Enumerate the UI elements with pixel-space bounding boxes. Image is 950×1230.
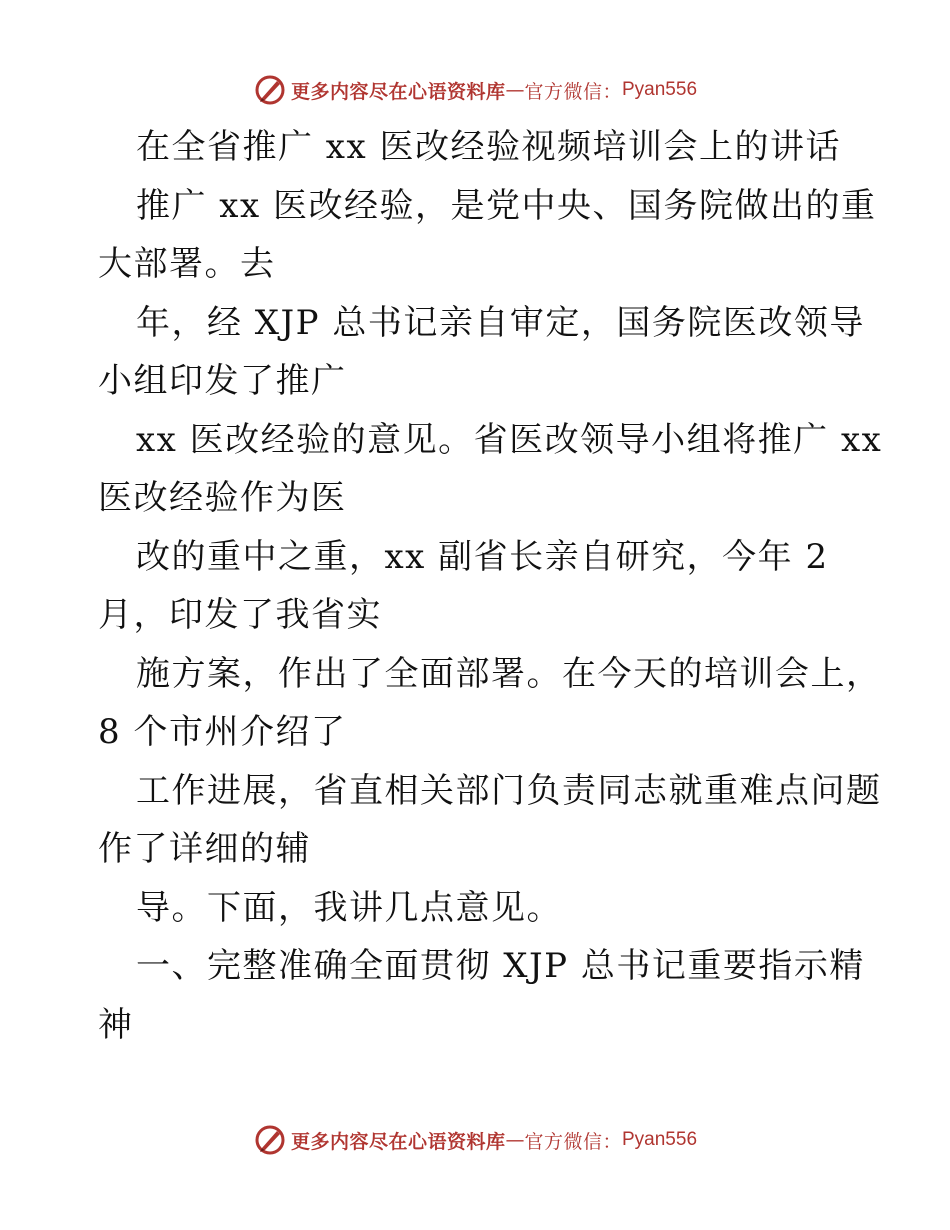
text-line: 作了详细的辅	[98, 829, 311, 869]
text-line: 小组印发了推广	[98, 361, 347, 401]
banner-wechat-id: Pyan556	[622, 79, 698, 100]
banner-separator: —	[505, 1129, 525, 1151]
text-line: 医改经验作为医	[98, 478, 347, 518]
text-line: 大部署。去	[98, 244, 276, 284]
banner-slogan: 更多内容尽在心语资料库	[290, 80, 506, 103]
banner-slogan: 更多内容尽在心语资料库	[290, 1130, 506, 1153]
banner-wechat-label: 官方微信：	[524, 1130, 622, 1153]
text-line: 推广 xx 医改经验，是党中央、国务院做出的重	[136, 185, 877, 226]
text-line: 改的重中之重，xx 副省长亲自研究，今年 2	[136, 536, 829, 577]
pen-logo-icon	[253, 1123, 287, 1157]
text-line: 神	[98, 1004, 134, 1045]
document-body	[98, 118, 883, 1054]
text-line: xx 医改经验的意见。省医改领导小组将推广 xx	[136, 419, 883, 460]
banner-wechat-id: Pyan556	[622, 1129, 698, 1150]
text-line: 年，经 XJP 总书记亲自审定，国务院医改领导	[136, 302, 865, 343]
header-watermark-banner	[0, 70, 950, 110]
text-line: 8 个市州介绍了	[98, 712, 347, 752]
text-line: 施方案，作出了全面部署。在今天的培训会上，	[136, 653, 882, 694]
text-line: 在全省推广 xx 医改经验视频培训会上的讲话	[136, 127, 841, 167]
banner-separator: —	[505, 79, 525, 101]
pen-logo-icon	[253, 73, 287, 107]
text-line: 工作进展，省直相关部门负责同志就重难点问题	[136, 770, 882, 811]
text-line: 导。下面，我讲几点意见。	[136, 887, 562, 928]
footer-watermark-banner	[0, 1120, 950, 1160]
text-line: 月，印发了我省实	[98, 595, 382, 635]
banner-wechat-label: 官方微信：	[524, 80, 622, 103]
text-line: 一、完整准确全面贯彻 XJP 总书记重要指示精	[136, 946, 865, 986]
